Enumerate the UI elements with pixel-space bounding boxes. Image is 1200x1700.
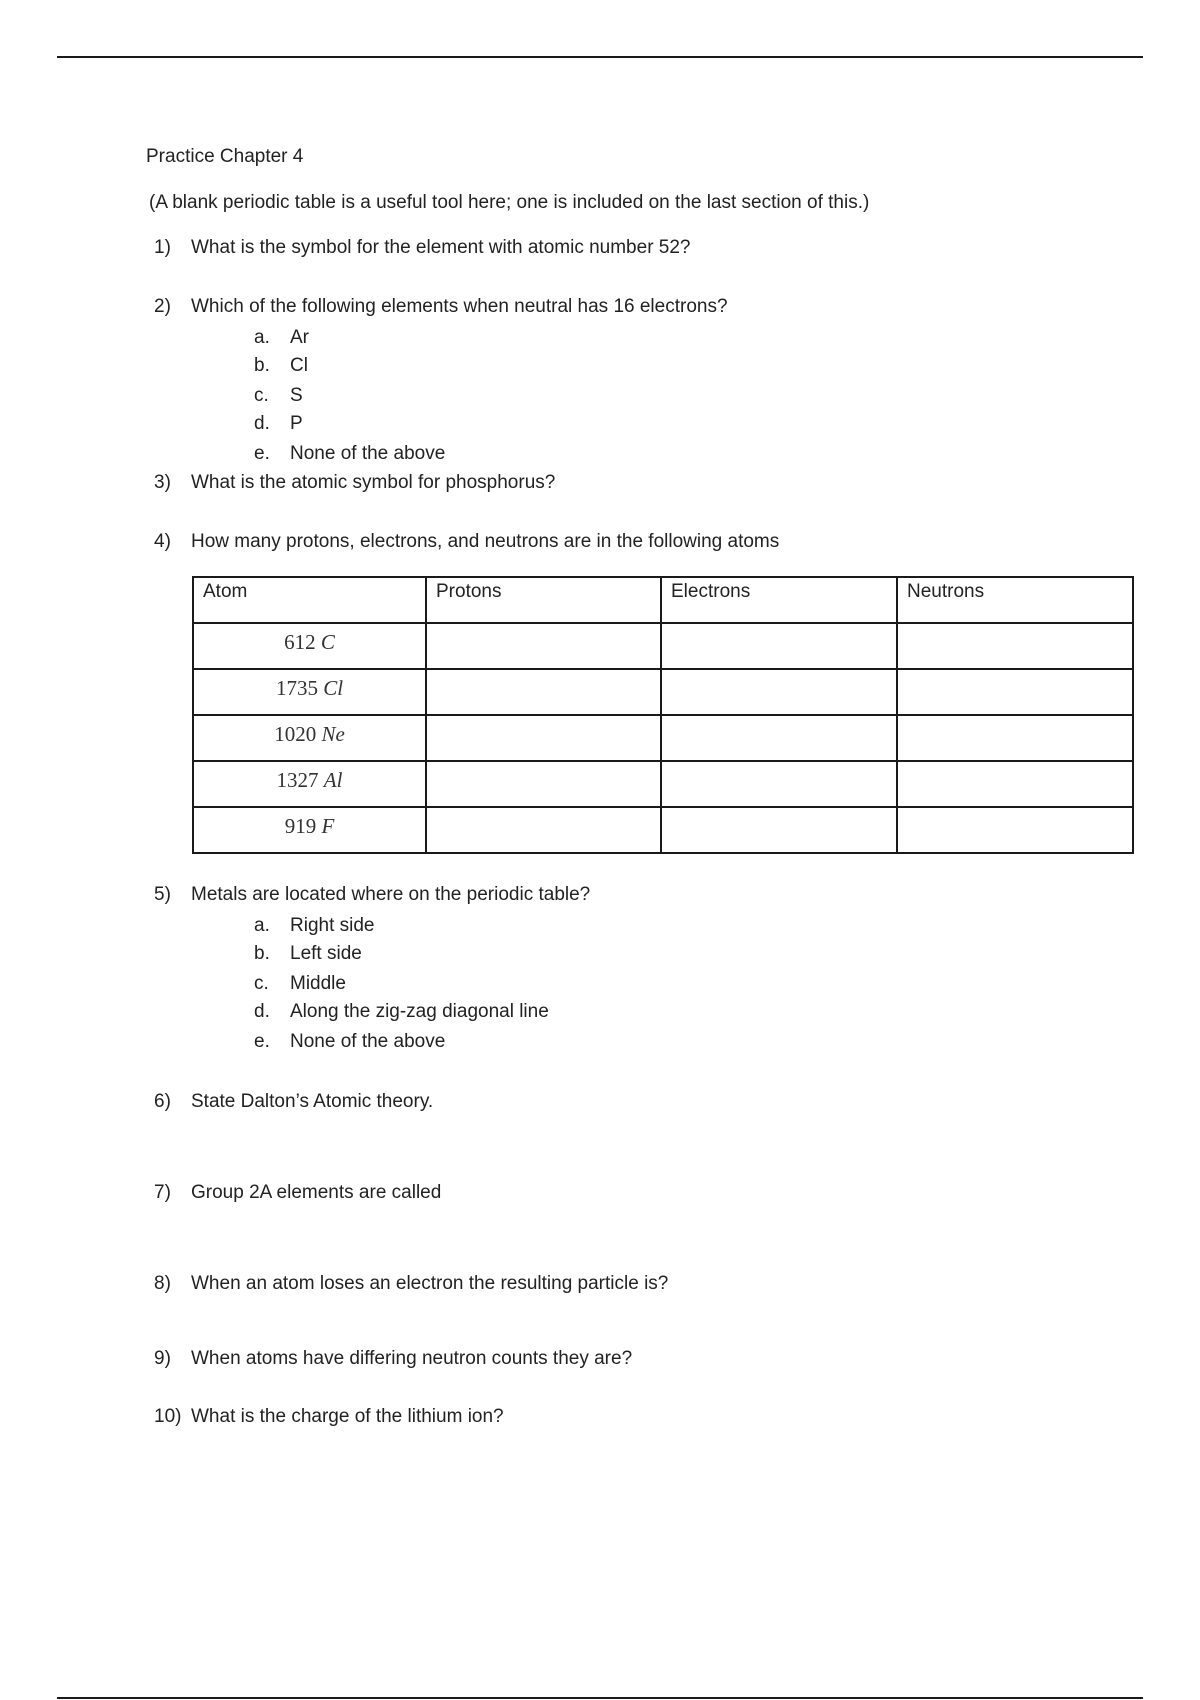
table-row xyxy=(193,761,1133,807)
top-rule xyxy=(57,56,1143,58)
option-text: Right side xyxy=(290,915,375,936)
option-2d xyxy=(254,413,303,435)
option-letter: e. xyxy=(254,443,270,464)
atom-numbers: 1735 xyxy=(275,676,318,700)
neutrons-answer-cell[interactable] xyxy=(897,761,1133,807)
option-letter: e. xyxy=(254,1031,270,1052)
atom-table xyxy=(192,576,1134,854)
option-text: S xyxy=(290,385,303,406)
option-2c xyxy=(254,385,303,407)
option-letter: d. xyxy=(254,413,270,434)
option-letter: c. xyxy=(254,385,269,406)
electrons-answer-cell[interactable] xyxy=(661,623,897,669)
atom-symbol: Cl xyxy=(323,676,344,700)
option-text: P xyxy=(290,413,303,434)
question-text: What is the atomic symbol for phosphorus? xyxy=(191,472,556,493)
atom-cell xyxy=(193,623,426,669)
question-text: When atoms have differing neutron counts they are? xyxy=(191,1348,633,1369)
neutrons-answer-cell[interactable] xyxy=(897,623,1133,669)
atom-symbol: C xyxy=(320,630,335,654)
atom-cell xyxy=(193,715,426,761)
question-3 xyxy=(154,472,555,494)
option-text: Along the zig-zag diagonal line xyxy=(290,1001,549,1022)
atom-cell xyxy=(193,669,426,715)
question-text: When an atom loses an electron the resulting particle is? xyxy=(191,1273,669,1294)
table-row xyxy=(193,669,1133,715)
intro-note: (A blank periodic table is a useful tool here; one is included on the last section of this.) xyxy=(149,192,870,213)
protons-answer-cell[interactable] xyxy=(426,807,661,853)
option-5d xyxy=(254,1001,549,1023)
option-2e xyxy=(254,443,445,465)
option-letter: b. xyxy=(254,943,270,964)
atom-symbol: Al xyxy=(323,768,343,792)
protons-answer-cell[interactable] xyxy=(426,761,661,807)
table-header-row xyxy=(193,577,1133,623)
electrons-answer-cell[interactable] xyxy=(661,715,897,761)
option-5a xyxy=(254,915,375,937)
header-neutrons: Neutrons xyxy=(897,577,1133,623)
bottom-rule xyxy=(57,1697,1143,1699)
atom-cell xyxy=(193,807,426,853)
question-number: 7) xyxy=(154,1182,171,1203)
atom-numbers: 1020 xyxy=(274,722,317,746)
option-letter: d. xyxy=(254,1001,270,1022)
option-2b xyxy=(254,355,308,377)
atom-numbers: 612 xyxy=(284,630,316,654)
question-number: 1) xyxy=(154,237,171,258)
option-5c xyxy=(254,973,346,995)
option-letter: a. xyxy=(254,915,270,936)
option-letter: b. xyxy=(254,355,270,376)
question-text: State Dalton’s Atomic theory. xyxy=(191,1091,434,1112)
atom-symbol: F xyxy=(321,814,335,838)
option-letter: c. xyxy=(254,973,269,994)
question-1 xyxy=(154,237,691,259)
question-7 xyxy=(154,1182,441,1204)
option-letter: a. xyxy=(254,327,270,348)
question-number: 10) xyxy=(154,1406,182,1427)
question-text: Metals are located where on the periodic table? xyxy=(191,884,591,905)
question-10 xyxy=(154,1406,504,1428)
atom-cell xyxy=(193,761,426,807)
option-text: Cl xyxy=(290,355,308,376)
question-number: 6) xyxy=(154,1091,171,1112)
neutrons-answer-cell[interactable] xyxy=(897,715,1133,761)
electrons-answer-cell[interactable] xyxy=(661,761,897,807)
header-electrons: Electrons xyxy=(661,577,897,623)
question-text: What is the charge of the lithium ion? xyxy=(191,1406,504,1427)
header-atom: Atom xyxy=(193,577,426,623)
question-9 xyxy=(154,1348,632,1370)
option-5e xyxy=(254,1031,445,1053)
atom-symbol: Ne xyxy=(321,722,345,746)
question-number: 4) xyxy=(154,531,171,552)
protons-answer-cell[interactable] xyxy=(426,715,661,761)
option-text: Ar xyxy=(290,327,309,348)
option-5b xyxy=(254,943,362,965)
table-row xyxy=(193,623,1133,669)
question-number: 3) xyxy=(154,472,171,493)
question-text: Group 2A elements are called xyxy=(191,1182,442,1203)
protons-answer-cell[interactable] xyxy=(426,669,661,715)
neutrons-answer-cell[interactable] xyxy=(897,807,1133,853)
question-number: 9) xyxy=(154,1348,171,1369)
electrons-answer-cell[interactable] xyxy=(661,669,897,715)
option-text: None of the above xyxy=(290,1031,446,1052)
page-title: Practice Chapter 4 xyxy=(146,146,304,167)
question-8 xyxy=(154,1273,668,1295)
question-number: 5) xyxy=(154,884,171,905)
atom-numbers: 919 xyxy=(284,814,317,838)
table-row xyxy=(193,715,1133,761)
option-text: Middle xyxy=(290,973,346,994)
question-number: 2) xyxy=(154,296,171,317)
table-row xyxy=(193,807,1133,853)
option-text: Left side xyxy=(290,943,362,964)
question-5 xyxy=(154,884,590,906)
question-text: Which of the following elements when neutral has 16 electrons? xyxy=(191,296,728,317)
option-text: None of the above xyxy=(290,443,446,464)
question-6 xyxy=(154,1091,433,1113)
question-text: How many protons, electrons, and neutrons are in the following atoms xyxy=(191,531,780,552)
neutrons-answer-cell[interactable] xyxy=(897,669,1133,715)
electrons-answer-cell[interactable] xyxy=(661,807,897,853)
question-number: 8) xyxy=(154,1273,171,1294)
header-protons: Protons xyxy=(426,577,661,623)
option-2a xyxy=(254,327,309,349)
question-2 xyxy=(154,296,728,318)
question-text: What is the symbol for the element with atomic number 52? xyxy=(191,237,691,258)
protons-answer-cell[interactable] xyxy=(426,623,661,669)
atom-numbers: 1327 xyxy=(276,768,319,792)
question-4 xyxy=(154,531,779,553)
